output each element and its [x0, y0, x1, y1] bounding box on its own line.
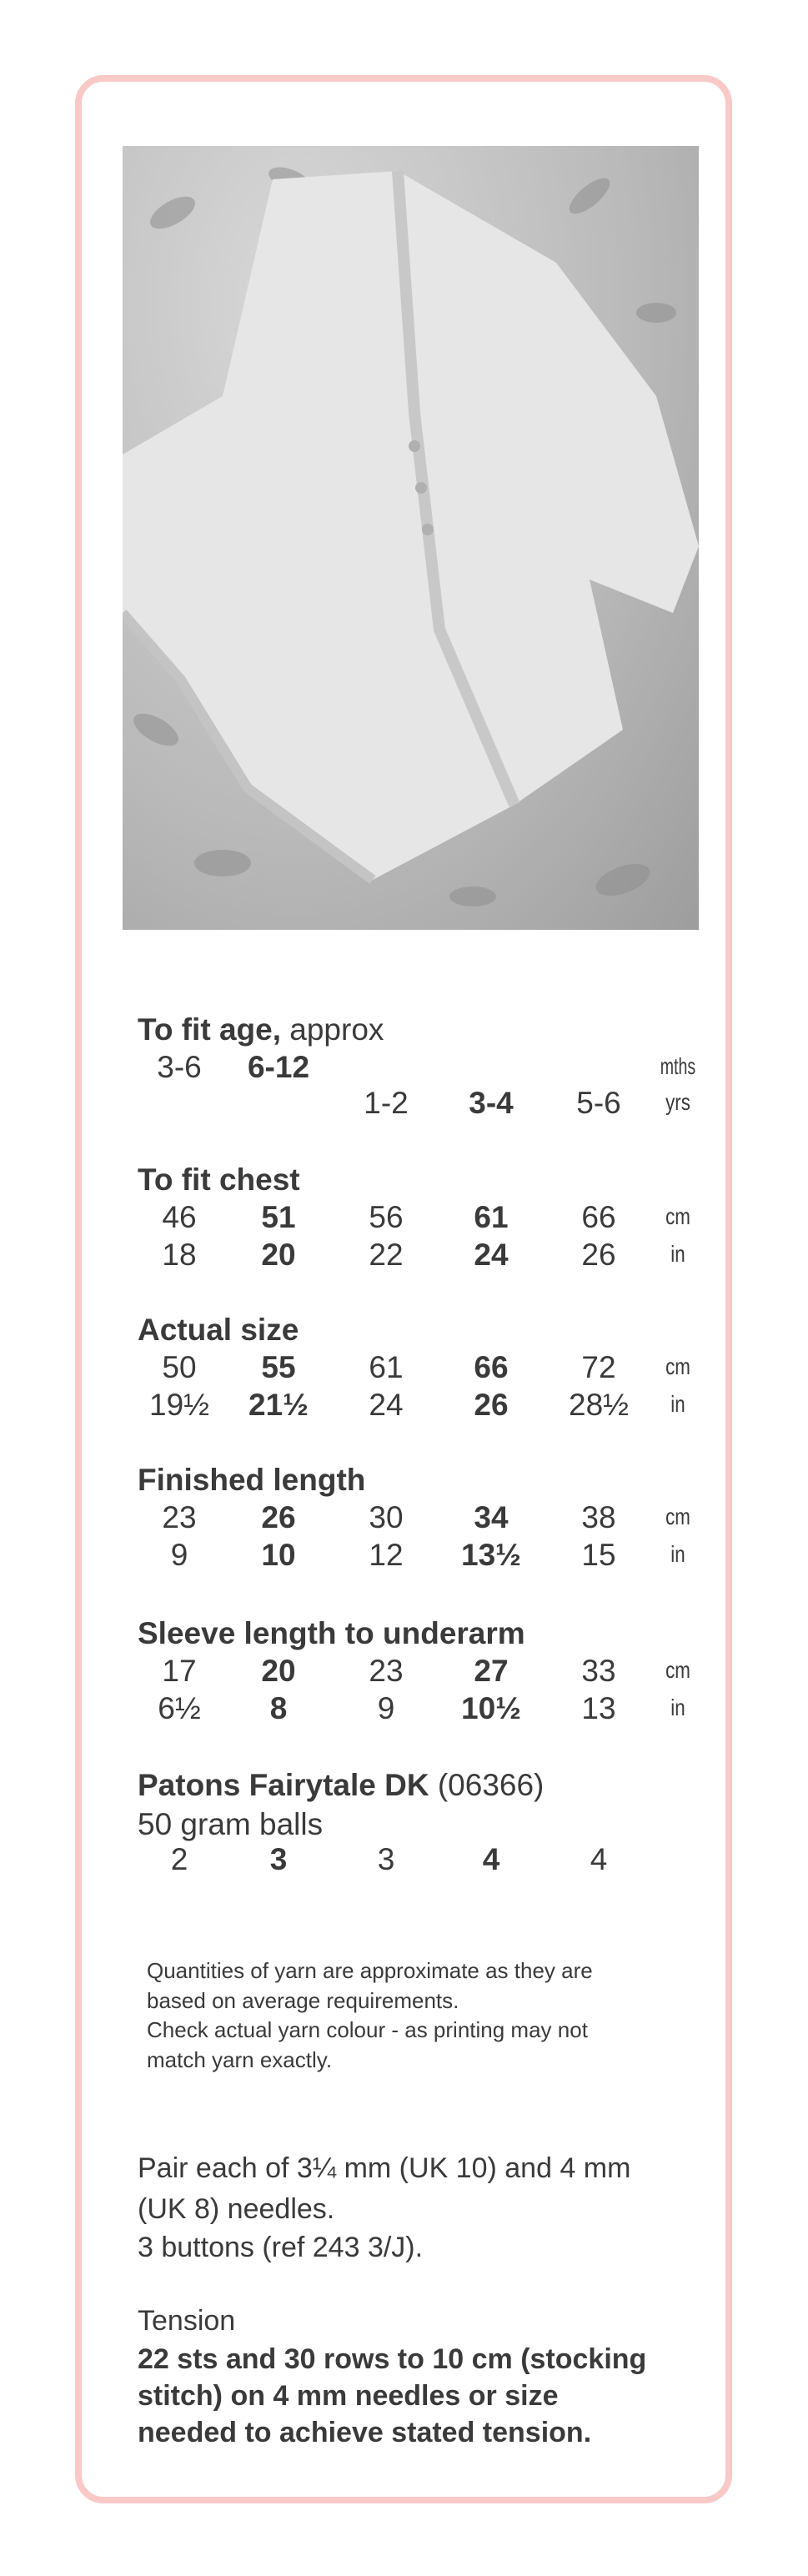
chest-heading: To fit chest [138, 1162, 300, 1197]
actual-in-value-4: 26 [474, 1388, 509, 1422]
actual-in-value-3: 24 [369, 1388, 404, 1422]
unit-cm: cm [665, 1504, 690, 1529]
chest-in-value-2: 20 [261, 1238, 296, 1272]
chest-cm-value-3: 56 [369, 1200, 404, 1234]
yarn-balls-5: 4 [590, 1842, 608, 1876]
yarn-balls-3: 3 [377, 1842, 395, 1876]
age-heading: To fit age, approx [138, 1012, 384, 1047]
finished-cm-value-3: 30 [369, 1500, 404, 1534]
finished-in-value-2: 10 [261, 1538, 296, 1572]
unit-cm: cm [665, 1203, 690, 1229]
yarn-note-line: Quantities of yarn are approximate as they are [147, 1958, 593, 1983]
buttons-line: 3 buttons (ref 243 3/J). [138, 2232, 424, 2263]
sleeve-in-value-5: 13 [581, 1691, 616, 1725]
chest-in-value-1: 18 [162, 1238, 197, 1272]
age-yrs-2: 3-4 [469, 1086, 514, 1120]
unit-in: in [670, 1541, 685, 1567]
sleeve-in-value-4: 10½ [460, 1691, 522, 1725]
actual-cm-value-2: 55 [261, 1350, 296, 1384]
finished-cm-value-2: 26 [261, 1500, 296, 1534]
age-yrs-1: 1-2 [364, 1086, 409, 1120]
yarn-balls-1: 2 [170, 1842, 188, 1876]
finished-in-value-4: 13½ [460, 1538, 522, 1572]
chest-cm-value-2: 51 [261, 1200, 296, 1234]
actual-in-value-5: 28½ [568, 1388, 630, 1422]
chest-cm-value-5: 66 [581, 1200, 616, 1234]
actual-heading: Actual size [138, 1313, 299, 1347]
unit-yrs: yrs [665, 1089, 690, 1115]
finished-cm-value-1: 23 [162, 1500, 197, 1534]
yarn-note-line: match yarn exactly. [147, 2047, 333, 2072]
needles-line: (UK 8) needles. [138, 2193, 335, 2225]
age-mths-1: 3-6 [157, 1050, 202, 1084]
finished-heading: Finished length [138, 1463, 366, 1497]
actual-in-value-2: 21½ [248, 1388, 309, 1422]
chest-in-value-5: 26 [581, 1238, 616, 1272]
age-yrs-3: 5-6 [576, 1086, 621, 1120]
cardigan-image-icon [123, 146, 699, 930]
sleeve-cm-value-3: 23 [369, 1654, 404, 1688]
yarn-subtitle: 50 gram balls [138, 1807, 324, 1841]
age-mths-2: 6-12 [247, 1050, 310, 1084]
sleeve-heading: Sleeve length to underarm [138, 1616, 525, 1650]
finished-in-value-1: 9 [170, 1538, 188, 1572]
unit-in: in [670, 1695, 685, 1720]
sleeve-in-value-3: 9 [377, 1691, 395, 1725]
tension-heading: Tension [138, 2305, 236, 2337]
actual-cm-value-4: 66 [474, 1350, 509, 1384]
unit-in: in [670, 1391, 685, 1417]
unit-cm: cm [665, 1353, 690, 1379]
yarn-note-line: Check actual yarn colour - as printing may not [147, 2017, 588, 2042]
cardigan-photo [123, 146, 699, 930]
chest-in-value-3: 22 [369, 1238, 404, 1272]
unit-cm: cm [665, 1657, 690, 1683]
chest-in-value-4: 24 [474, 1238, 509, 1272]
actual-cm-value-3: 61 [369, 1350, 404, 1384]
actual-cm-value-1: 50 [162, 1350, 197, 1384]
finished-cm-value-5: 38 [581, 1500, 616, 1534]
yarn-note-line: based on average requirements. [147, 1988, 459, 2013]
finished-in-value-5: 15 [581, 1538, 616, 1572]
sleeve-cm-value-1: 17 [162, 1654, 197, 1688]
yarn-balls-4: 4 [482, 1842, 500, 1876]
yarn-balls-2: 3 [269, 1842, 288, 1876]
actual-cm-value-5: 72 [581, 1350, 616, 1384]
needles-line: Pair each of 3¼ mm (UK 10) and 4 mm [138, 2152, 631, 2184]
finished-in-value-3: 12 [369, 1538, 404, 1572]
sleeve-cm-value-4: 27 [474, 1654, 509, 1688]
tension-line: stitch) on 4 mm needles or size [138, 2380, 559, 2412]
yarn-heading: Patons Fairytale DK (06366) [138, 1768, 545, 1802]
unit-mths: mths [660, 1053, 696, 1079]
finished-cm-value-4: 34 [474, 1500, 509, 1534]
actual-in-value-1: 19½ [148, 1388, 210, 1422]
sleeve-in-value-1: 6½ [158, 1691, 201, 1725]
chest-cm-value-4: 61 [474, 1200, 509, 1234]
sleeve-cm-value-5: 33 [581, 1654, 616, 1688]
tension-line: needed to achieve stated tension. [138, 2417, 592, 2448]
unit-in: in [670, 1241, 685, 1267]
sleeve-cm-value-2: 20 [261, 1654, 296, 1688]
sleeve-in-value-2: 8 [269, 1691, 288, 1725]
tension-line: 22 sts and 30 rows to 10 cm (stocking [138, 2343, 647, 2375]
chest-cm-value-1: 46 [162, 1200, 197, 1234]
